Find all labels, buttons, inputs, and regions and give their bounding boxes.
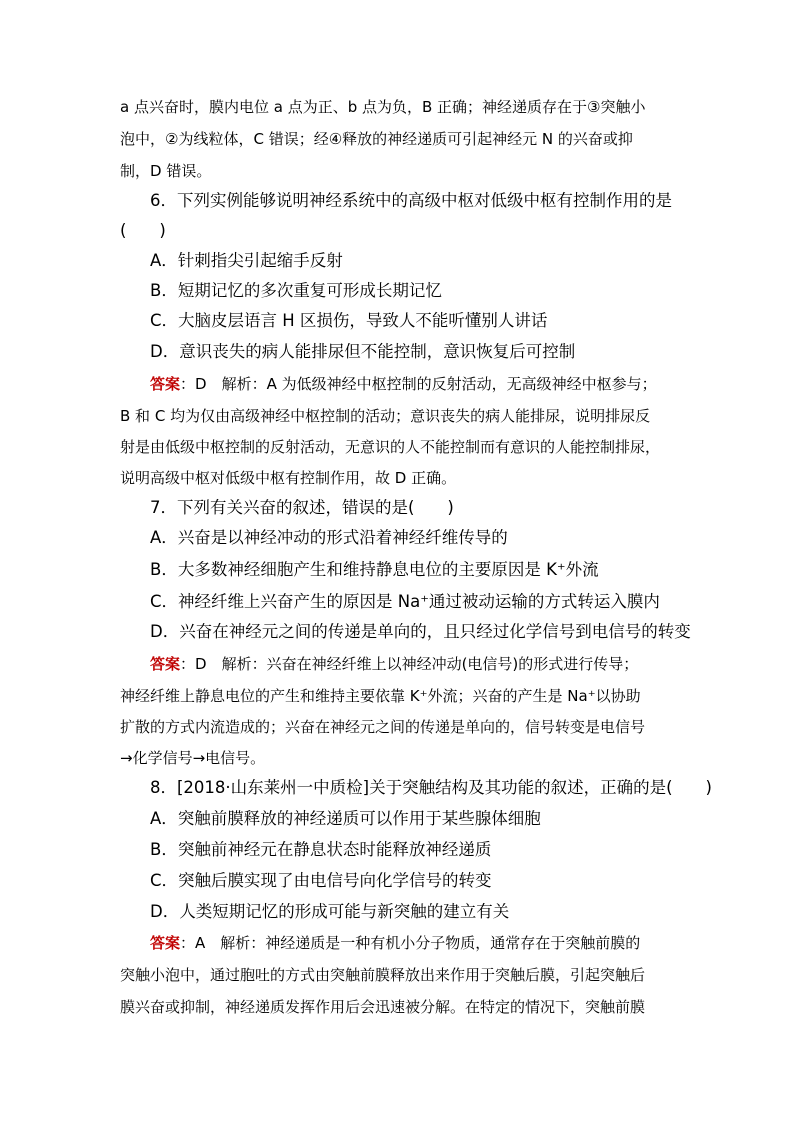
q7-stem: 7．下列有关兴奋的叙述，错误的是( ) xyxy=(150,498,454,517)
q6-answer-text: ：D 解析：A 为低级神经中枢控制的反射活动，无高级神经中枢参与； xyxy=(180,375,657,393)
q8-answer-line xyxy=(0,928,794,958)
q6-explanation-line-1: B 和 C 均为仅由高级神经中枢控制的活动；意识丧失的病人能排尿，说明排尿反 xyxy=(120,407,651,425)
q6-option-c: C．大脑皮层语言 H 区损伤，导致人不能听懂别人讲话 xyxy=(150,311,548,330)
q6-option-a: A．针刺指尖引起缩手反射 xyxy=(150,251,343,270)
q8-explanation-line-2: 膜兴奋或抑制，神经递质发挥作用后会迅速被分解。在特定的情况下，突触前膜 xyxy=(120,998,646,1016)
q8-option-c: C．突触后膜实现了由电信号向化学信号的转变 xyxy=(150,871,492,890)
q8-answer-label: 答案 xyxy=(150,934,181,952)
prev-explanation-line-3: 制，D 错误。 xyxy=(120,162,212,180)
q6-explanation-line-2: 射是由低级中枢控制的反射活动，无意识的人不能控制而有意识的人能控制排尿， xyxy=(120,438,661,456)
q7-answer-text: ：D 解析：兴奋在神经纤维上以神经冲动(电信号)的形式进行传导； xyxy=(180,655,639,673)
q8-explanation-line-1: 突触小泡中，通过胞吐的方式由突触前膜释放出来作用于突触后膜，引起突触后 xyxy=(120,966,646,984)
q6-option-d: D．意识丧失的病人能排尿但不能控制，意识恢复后可控制 xyxy=(150,342,576,361)
q6-answer-label: 答案 xyxy=(150,375,181,393)
q6-stem-line-2: ( ) xyxy=(120,221,166,240)
prev-explanation-line-2: 泡中，②为线粒体，C 错误；经④释放的神经递质可引起神经元 N 的兴奋或抑 xyxy=(120,130,633,148)
q8-option-b: B．突触前神经元在静息状态时能释放神经递质 xyxy=(150,840,492,859)
q7-answer-line xyxy=(0,649,794,679)
q8-stem: 8．[2018·山东莱州一中质检]关于突触结构及其功能的叙述，正确的是( ) xyxy=(150,778,712,797)
q7-explanation-line-1: 神经纤维上静息电位的产生和维持主要依靠 K⁺外流；兴奋的产生是 Na⁺以协助 xyxy=(120,687,641,705)
q7-option-d: D．兴奋在神经元之间的传递是单向的，且只经过化学信号到电信号的转变 xyxy=(150,622,691,641)
q7-option-c: C．神经纤维上兴奋产生的原因是 Na⁺通过被动运输的方式转运入膜内 xyxy=(150,592,660,611)
q6-stem-line-1: 6．下列实例能够说明神经系统中的高级中枢对低级中枢有控制作用的是 xyxy=(150,191,672,210)
q8-option-a: A．突触前膜释放的神经递质可以作用于某些腺体细胞 xyxy=(150,809,541,828)
q7-answer-label: 答案 xyxy=(150,655,181,673)
q7-explanation-line-3: →化学信号→电信号。 xyxy=(120,749,266,767)
q7-explanation-line-2: 扩散的方式内流造成的；兴奋在神经元之间的传递是单向的，信号转变是电信号 xyxy=(120,718,646,736)
q6-answer-line xyxy=(0,369,794,399)
q7-option-a: A．兴奋是以神经冲动的形式沿着神经纤维传导的 xyxy=(150,528,508,547)
q6-option-b: B．短期记忆的多次重复可形成长期记忆 xyxy=(150,281,442,300)
q8-option-d: D．人类短期记忆的形成可能与新突触的建立有关 xyxy=(150,902,510,921)
q8-answer-text: ：A 解析：神经递质是一种有机小分子物质，通常存在于突触前膜的 xyxy=(180,934,641,952)
prev-explanation-line-1: a 点兴奋时，膜内电位 a 点为正、b 点为负，B 正确；神经递质存在于③突触小 xyxy=(120,98,646,116)
q7-option-b: B．大多数神经细胞产生和维持静息电位的主要原因是 K⁺外流 xyxy=(150,560,599,579)
q6-explanation-line-3: 说明高级中枢对低级中枢有控制作用，故 D 正确。 xyxy=(120,469,457,487)
